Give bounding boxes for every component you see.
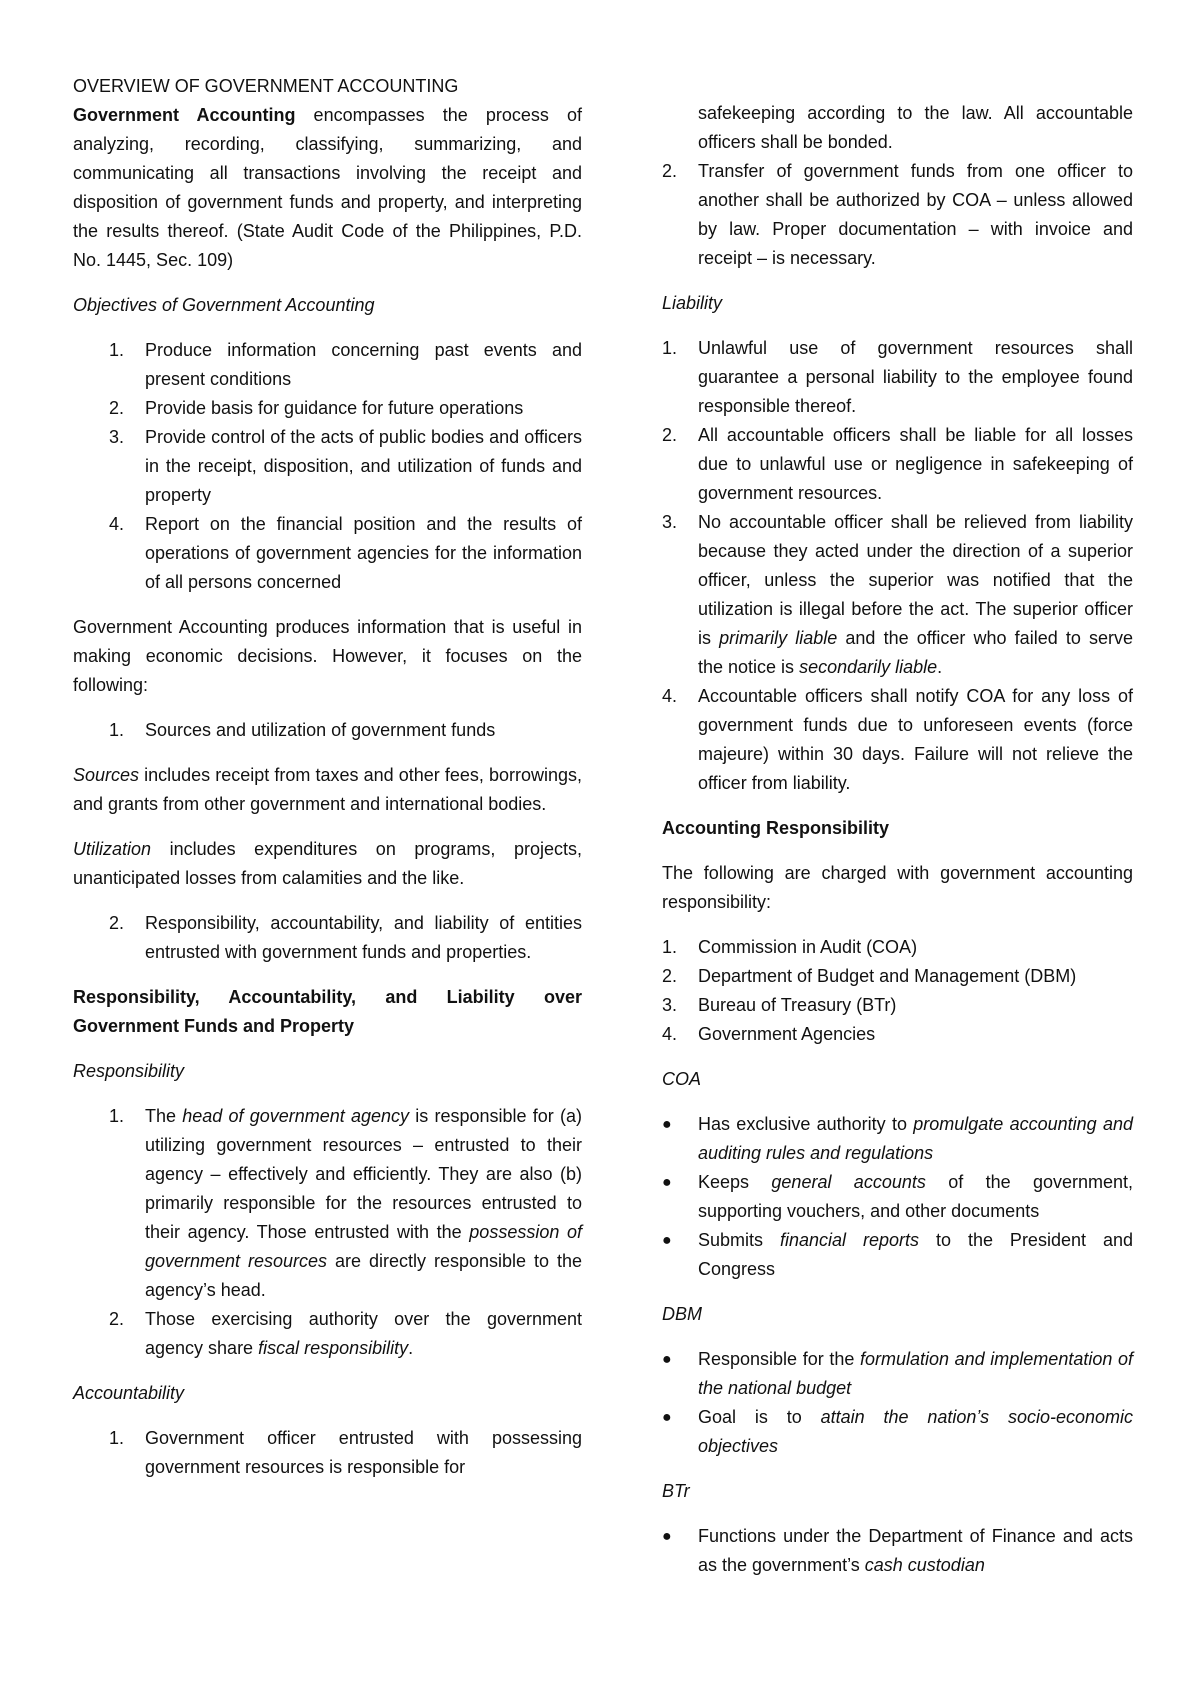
objectives-list: [73, 336, 582, 597]
text-run: cash custodian: [864, 1555, 985, 1575]
focus-paragraph: Government Accounting produces information that is useful in making economic decisions. However, it focuses on the following:: [73, 617, 582, 695]
liability-list: [662, 334, 1133, 798]
list-item: [73, 1102, 582, 1305]
dbm-bullets: [662, 1345, 1133, 1461]
list-item-text: Transfer of government funds from one officer to another shall be authorized by COA – unless allowed by law. Proper documentation – with invoice and receipt – is necessary.: [698, 161, 1133, 268]
bullet-item: [662, 1168, 1133, 1226]
list-number: 1.: [109, 720, 125, 740]
text-run: Those exercising authority over the government agency share: [145, 1309, 582, 1358]
list-number: 4.: [662, 1024, 678, 1044]
bullet-icon: ●: [662, 1528, 672, 1545]
text-run: promulgate accounting and auditing rules and regulations: [698, 1114, 1134, 1163]
text-run: financial reports: [779, 1230, 920, 1250]
list-item: [662, 508, 1133, 682]
ral-heading: Responsibility, Accountability, and Liability over Government Funds and Property: [73, 987, 582, 1036]
sources-paragraph: [73, 761, 582, 819]
list-item: [662, 962, 1133, 991]
focus-list-2: [73, 909, 582, 967]
intro-bold-term: Government Accounting: [73, 105, 296, 125]
text-run: primarily liable: [719, 628, 838, 648]
sources-text: includes receipt from taxes and other fees, borrowings, and grants from other government and international bodies.: [73, 765, 582, 814]
list-item: [73, 1424, 582, 1482]
text-run: Goal is to: [698, 1407, 821, 1427]
text-run: secondarily liable: [799, 657, 938, 677]
list-number: 2.: [109, 398, 125, 418]
text-run: head of government agency: [182, 1106, 410, 1126]
text-run: .: [408, 1338, 414, 1358]
accountability-list: [73, 1424, 582, 1482]
list-item: [73, 394, 582, 423]
text-run: is responsible for (a) utilizing government resources – entrusted to their agency – effectively and efficiently. They are also (b) primarily responsible for the resources entrusted to their agency. Those entrusted with the: [145, 1106, 582, 1242]
list-item: [73, 423, 582, 510]
intro-paragraph: [73, 101, 582, 275]
right-column: [662, 99, 1133, 1596]
list-number: 1.: [109, 1428, 125, 1448]
btr-heading: BTr: [662, 1481, 690, 1501]
text-run: Responsible for the: [698, 1349, 860, 1369]
accountability-list-continued: [662, 99, 1133, 273]
text-run: general accounts: [771, 1172, 926, 1192]
list-item-text: Sources and utilization of government funds: [145, 720, 496, 740]
list-item: [662, 421, 1133, 508]
bullet-icon: ●: [662, 1232, 672, 1249]
left-column: [73, 72, 582, 1498]
liability-heading: Liability: [662, 293, 723, 313]
btr-bullets: [662, 1522, 1133, 1580]
list-item-text: Report on the financial position and the results of operations of government agencies for the information of all persons concerned: [145, 514, 582, 592]
coa-bullets: [662, 1110, 1133, 1284]
list-item-text: Commission in Audit (COA): [698, 937, 918, 957]
bullet-item: [662, 1345, 1133, 1403]
list-item-text: Responsibility, accountability, and liability of entities entrusted with government funds and properties.: [145, 913, 582, 962]
text-run: possession of government resources: [145, 1222, 582, 1271]
list-item: [662, 334, 1133, 421]
list-number: 1.: [109, 340, 125, 360]
list-number: 3.: [662, 512, 678, 532]
text-run: and the officer who failed to serve the notice is: [698, 628, 1133, 677]
bullet-item: [662, 1522, 1133, 1580]
list-item: [662, 682, 1133, 798]
text-run: fiscal responsibility: [258, 1338, 409, 1358]
list-item-text: Accountable officers shall notify COA for any loss of government funds due to unforeseen events (force majeure) within 30 days. Failure will not relieve the officer from liability.: [698, 686, 1133, 793]
bullet-item: [662, 1226, 1133, 1284]
list-number: 3.: [109, 427, 125, 447]
dbm-heading: DBM: [662, 1304, 702, 1324]
list-number: 2.: [109, 913, 125, 933]
list-item-text: Provide basis for guidance for future operations: [145, 398, 524, 418]
text-run: Has exclusive authority to: [698, 1114, 914, 1134]
bullet-item: [662, 1403, 1133, 1461]
list-item-text: Unlawful use of government resources shall guarantee a personal liability to the employee found responsible thereof.: [698, 338, 1133, 416]
utilization-paragraph: [73, 835, 582, 893]
accounting-responsibility-heading: Accounting Responsibility: [662, 818, 890, 838]
sources-term: Sources: [73, 765, 140, 785]
list-number: 2.: [109, 1309, 125, 1329]
text-run: Functions under the Department of Finance and acts as the government’s: [698, 1526, 1133, 1575]
text-run: The: [145, 1106, 183, 1126]
list-item-text: Department of Budget and Management (DBM): [698, 966, 1077, 986]
list-item-text: Produce information concerning past events and present conditions: [145, 340, 582, 389]
intro-text: encompasses the process of analyzing, recording, classifying, summarizing, and communicating all transactions involving the receipt and disposition of government funds and property, and interpreting the results thereof. (State Audit Code of the Philippines, P.D. No. 1445, Sec. 109): [73, 105, 582, 270]
utilization-text: includes expenditures on programs, projects, unanticipated losses from calamities and the like.: [73, 839, 582, 888]
list-item: [73, 909, 582, 967]
list-item-text: Provide control of the acts of public bodies and officers in the receipt, disposition, and utilization of funds and property: [145, 427, 582, 505]
list-item: [662, 1020, 1133, 1049]
responsibility-list: [73, 1102, 582, 1363]
text-run: Keeps: [698, 1172, 772, 1192]
objectives-heading: Objectives of Government Accounting: [73, 295, 375, 315]
text-run: formulation and implementation of the national budget: [698, 1349, 1133, 1398]
bullet-icon: ●: [662, 1174, 672, 1191]
list-number: 1.: [662, 338, 678, 358]
list-number: 1.: [109, 1106, 125, 1126]
list-number: 3.: [662, 995, 678, 1015]
list-item: [73, 510, 582, 597]
text-run: are directly responsible to the agency’s head.: [145, 1251, 582, 1300]
list-item: [73, 336, 582, 394]
text-run: of the government, supporting vouchers, and other documents: [698, 1172, 1134, 1221]
list-item-text: safekeeping according to the law. All accountable officers shall be bonded.: [698, 103, 1133, 152]
accounting-responsibility-paragraph: The following are charged with government accounting responsibility:: [662, 863, 1133, 912]
list-item: [73, 1305, 582, 1363]
bullet-icon: ●: [662, 1351, 672, 1368]
list-item: [73, 716, 582, 745]
responsibility-heading: Responsibility: [73, 1061, 185, 1081]
list-item-text: Government officer entrusted with possessing government resources is responsible for: [145, 1428, 582, 1477]
list-item-text: Bureau of Treasury (BTr): [698, 995, 897, 1015]
list-item: [662, 991, 1133, 1020]
text-run: Submits: [698, 1230, 780, 1250]
list-number: 1.: [662, 937, 678, 957]
text-run: attain the nation’s socio-economic objectives: [698, 1407, 1133, 1456]
accountability-heading: Accountability: [73, 1383, 185, 1403]
text-run: .: [937, 657, 943, 677]
bullet-item: [662, 1110, 1133, 1168]
utilization-term: Utilization: [73, 839, 152, 859]
list-item-text: All accountable officers shall be liable for all losses due to unlawful use or negligence in safekeeping of government resources.: [698, 425, 1133, 503]
list-number: 2.: [662, 425, 678, 445]
bullet-icon: ●: [662, 1116, 672, 1133]
list-number: 4.: [109, 514, 125, 534]
list-item: [662, 933, 1133, 962]
text-run: No accountable officer shall be relieved from liability because they acted under the direction of a superior officer, unless the superior was notified that the utilization is illegal before the act. The superior officer is: [698, 512, 1133, 648]
agencies-list: [662, 933, 1133, 1049]
list-number: 2.: [662, 966, 678, 986]
page-title: OVERVIEW OF GOVERNMENT ACCOUNTING: [73, 76, 459, 96]
bullet-icon: ●: [662, 1409, 672, 1426]
focus-list-1: [73, 716, 582, 745]
list-number: 4.: [662, 686, 678, 706]
text-run: to the President and Congress: [698, 1230, 1133, 1279]
list-item: [662, 157, 1133, 273]
coa-heading: COA: [662, 1069, 702, 1089]
list-number: 2.: [662, 161, 678, 181]
list-item-text: Government Agencies: [698, 1024, 876, 1044]
list-item-continued: [662, 99, 1133, 157]
